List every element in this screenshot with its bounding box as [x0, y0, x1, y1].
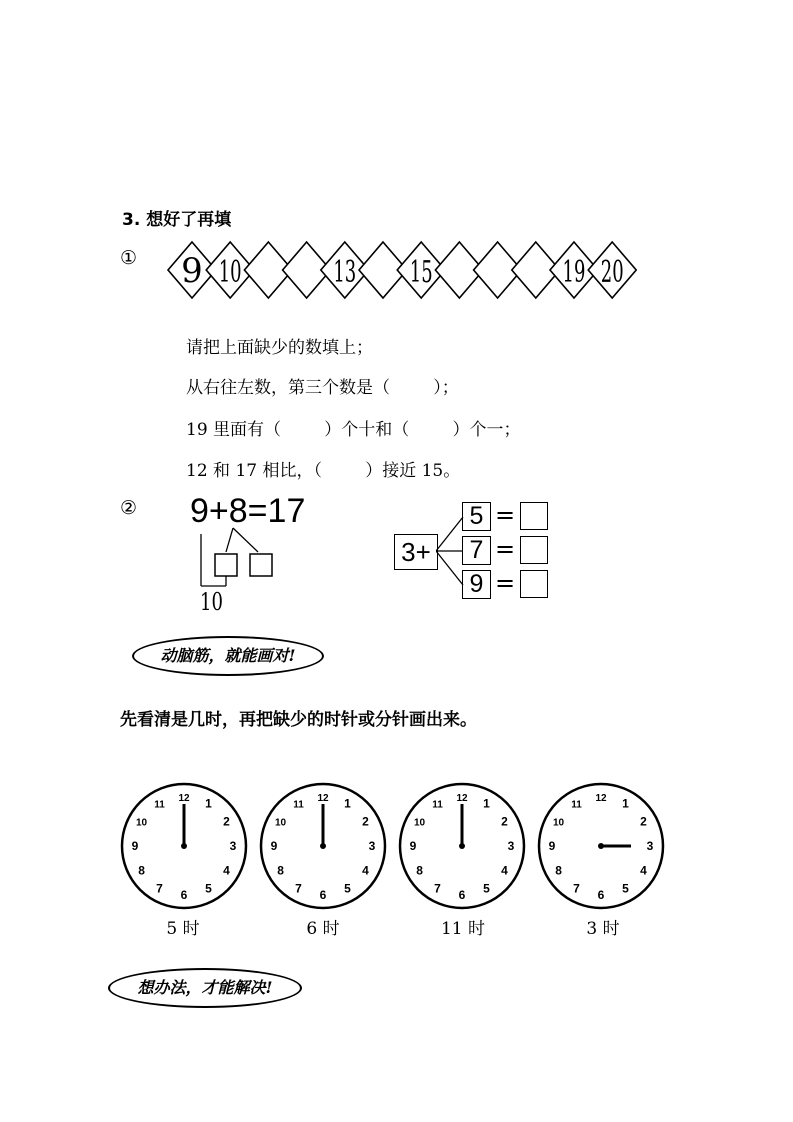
clock-number: 12 — [456, 793, 468, 804]
clock-number: 9 — [131, 839, 139, 853]
clock-number: 2 — [501, 814, 508, 829]
clock-center — [459, 843, 465, 849]
clock-number: 3 — [646, 839, 654, 853]
clock-number: 3 — [368, 839, 376, 853]
part1-marker: ① — [120, 247, 138, 269]
split-diagram — [190, 526, 290, 596]
clock-number: 7 — [434, 881, 441, 896]
clock-label-2: 6 时 — [306, 919, 340, 939]
clock-number: 12 — [595, 793, 607, 804]
clock-number: 8 — [277, 863, 284, 878]
clock-number: 4 — [501, 863, 508, 878]
clock-label-4: 3 时 — [586, 919, 620, 939]
clock-number: 7 — [573, 881, 580, 896]
clock-face — [539, 784, 663, 908]
clock-instruction: 先看清是几时，再把缺少的时针或分针画出来。 — [120, 710, 477, 730]
clock-number: 5 — [205, 881, 212, 896]
clock-center — [598, 843, 604, 849]
clock-number: 12 — [317, 793, 329, 804]
clock-number: 4 — [223, 863, 230, 878]
question-line-4: 12 和 17 相比，（ ）接近 15。 — [186, 461, 461, 481]
clock-center — [320, 843, 326, 849]
clock-number: 11 — [432, 799, 443, 811]
clock-number: 7 — [295, 881, 302, 896]
clock-number: 6 — [458, 888, 466, 902]
clock-number: 4 — [640, 863, 647, 878]
answer-box[interactable] — [215, 554, 237, 576]
sequence-number: 19 — [562, 254, 586, 290]
clock-number: 11 — [571, 799, 582, 811]
clock-row — [112, 772, 672, 922]
part2-marker: ② — [120, 497, 138, 519]
branch-box-3: 9 — [462, 570, 491, 599]
clock-number: 11 — [154, 799, 165, 811]
branch-box-1: 5 — [462, 502, 491, 531]
clock-number: 8 — [138, 863, 145, 878]
clock-number: 9 — [548, 839, 556, 853]
sequence-diamond — [588, 242, 636, 298]
clock-face — [122, 784, 246, 908]
encouragement-badge-2: 想办法，才能解决! — [108, 968, 302, 1008]
clock-number: 10 — [553, 817, 565, 829]
clock-number: 7 — [156, 881, 163, 896]
clock-number: 1 — [205, 796, 212, 811]
clock-number: 12 — [178, 793, 190, 804]
clock-number: 4 — [362, 863, 369, 878]
equals-sign-1: = — [495, 501, 516, 529]
clock-number: 3 — [229, 839, 237, 853]
clock-number: 6 — [319, 888, 327, 902]
clock-number: 5 — [622, 881, 629, 896]
sequence-number: 15 — [409, 254, 433, 290]
addend-box: 3+ — [394, 534, 438, 570]
sequence-number: 10 — [218, 254, 242, 290]
clock-face — [261, 784, 385, 908]
diamond-sequence — [160, 232, 650, 312]
clock-number: 1 — [344, 796, 351, 811]
clock-number: 1 — [622, 796, 629, 811]
encouragement-badge: 动脑筋，就能画对! — [132, 636, 324, 676]
sequence-number: 13 — [333, 254, 357, 290]
clock-number: 8 — [416, 863, 423, 878]
addition-equation: 9+8=17 — [190, 492, 306, 530]
clock-number: 10 — [414, 817, 426, 829]
clock-number: 5 — [483, 881, 490, 896]
answer-box[interactable] — [250, 554, 272, 576]
clock-number: 5 — [344, 881, 351, 896]
clock-number: 6 — [597, 888, 605, 902]
equals-sign-3: = — [495, 569, 516, 597]
answer-box-2[interactable] — [520, 536, 548, 564]
clock-number: 10 — [275, 817, 287, 829]
clock-number: 3 — [507, 839, 515, 853]
section-title: 3. 想好了再填 — [122, 210, 232, 230]
question-line-1: 请把上面缺少的数填上； — [186, 338, 373, 358]
clock-number: 9 — [270, 839, 278, 853]
question-line-2: 从右往左数，第三个数是（ ）； — [186, 378, 459, 398]
answer-box-3[interactable] — [520, 570, 548, 598]
clock-face — [400, 784, 524, 908]
clock-number: 2 — [362, 814, 369, 829]
clock-number: 8 — [555, 863, 562, 878]
clock-number: 2 — [223, 814, 230, 829]
sequence-number: 9 — [181, 251, 203, 291]
sequence-number: 20 — [600, 254, 624, 290]
clock-center — [181, 843, 187, 849]
answer-box-1[interactable] — [520, 502, 548, 530]
equals-sign-2: = — [495, 535, 516, 563]
clock-number: 9 — [409, 839, 417, 853]
branch-box-2: 7 — [462, 536, 491, 565]
clock-label-3: 11 时 — [440, 919, 486, 939]
clock-number: 11 — [293, 799, 304, 811]
question-line-3: 19 里面有（ ）个十和（ ）个一； — [186, 420, 521, 440]
split-result: 10 — [200, 588, 223, 616]
clock-number: 2 — [640, 814, 647, 829]
clock-label-1: 5 时 — [166, 919, 200, 939]
clock-number: 6 — [180, 888, 188, 902]
clock-number: 1 — [483, 796, 490, 811]
clock-number: 10 — [136, 817, 148, 829]
